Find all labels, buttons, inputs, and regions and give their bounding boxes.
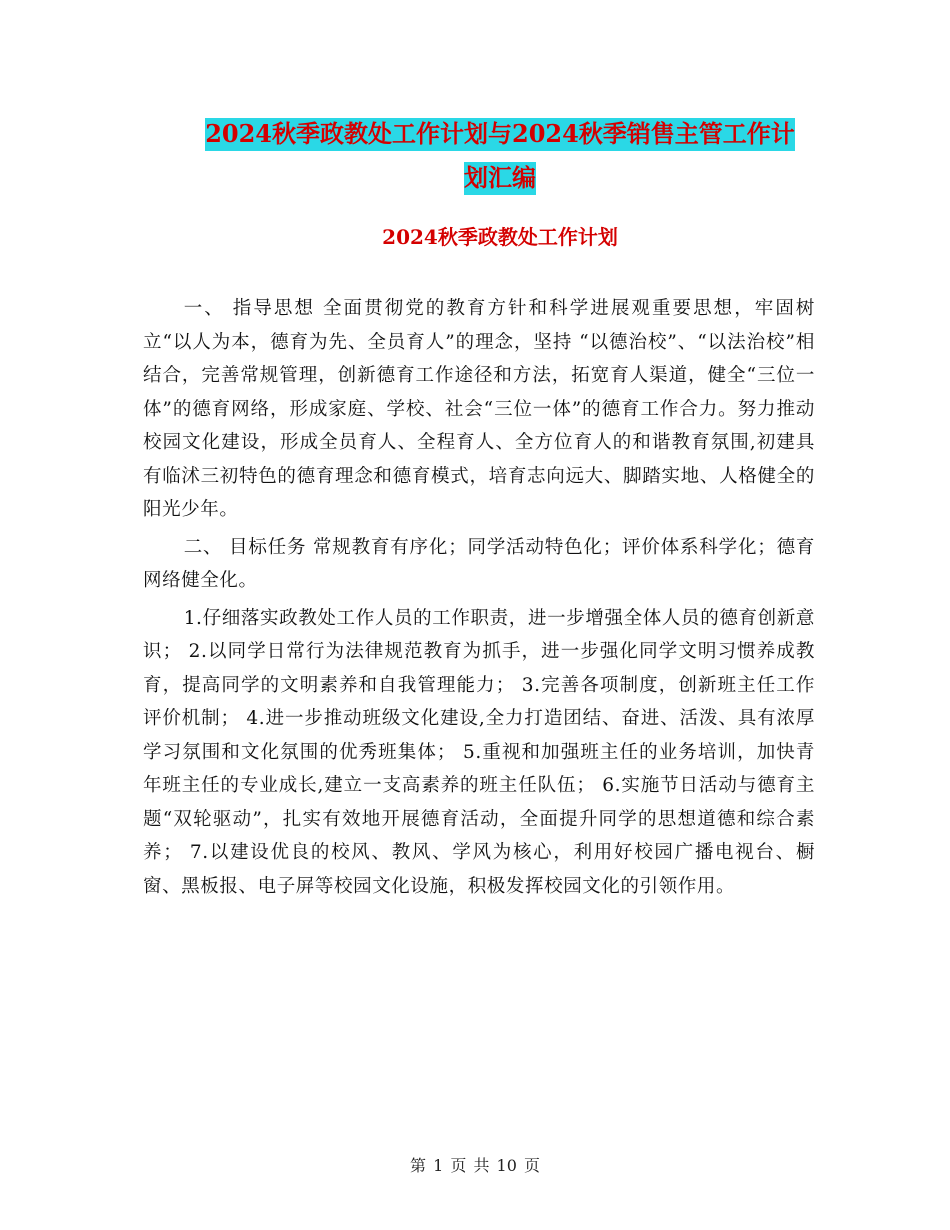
document-body [143,292,815,907]
section-title: 2024秋季政教处工作计划 [382,225,618,249]
page-footer: 第 1 页 共 10 页 [410,1156,540,1175]
paragraph-goals: 二、 目标任务 常规教育有序化；同学活动特色化；评价体系科学化；德育网络健全化。 [143,536,815,591]
paragraph-task-list: 1.仔细落实政教处工作人员的工作职责，进一步增强全体人员的德育创新意识； 2.以同学日常行为法律规范教育为抓手，进一步强化同学文明习惯养成教育，提高同学的文明素养和自我管理能力； 3.完善各项制度，创新班主任工作评价机制； 4.进一步推动班级文化建设,全力打造团结、奋进、活泼、具有浓厚学习氛围和文化氛围的优秀班集体； 5.重视和加强班主任的业务培训，加快青年班主任的专业成长,建立一支高素养的班主任队伍； 6.实施节日活动与德育主题“双轮驱动”，扎实有效地开展德育活动，全面提升同学的思想道德和综合素养； 7.以建设优良的校风、教风、学风为核心，利用好校园广播电视台、橱窗、黑板报、电子屏等校园文化设施，积极发挥校园文化的引领作用。 [143,607,815,897]
document-title [140,112,860,200]
paragraph-guiding-ideology: 一、 指导思想 全面贯彻党的教育方针和科学进展观重要思想，牢固树立“以人为本，德育为先、全员育人”的理念，坚持 “以德治校”、“以法治校”相结合，完善常规管理，创新德育工作途径和方法，拓宽育人渠道，健全“三位一体”的德育网络，形成家庭、学校、社会“三位一体”的德育工作合力。努力推动校园文化建设，形成全员育人、全程育人、全方位育人的和谐教育氛围,初建具有临沭三初特色的德育理念和德育模式，培育志向远大、脚踏实地、人格健全的阳光少年。 [143,298,815,520]
document-title-line-2: 划汇编 [464,162,536,195]
document-title-line-1: 2024秋季政教处工作计划与2024秋季销售主管工作计 [205,118,795,151]
